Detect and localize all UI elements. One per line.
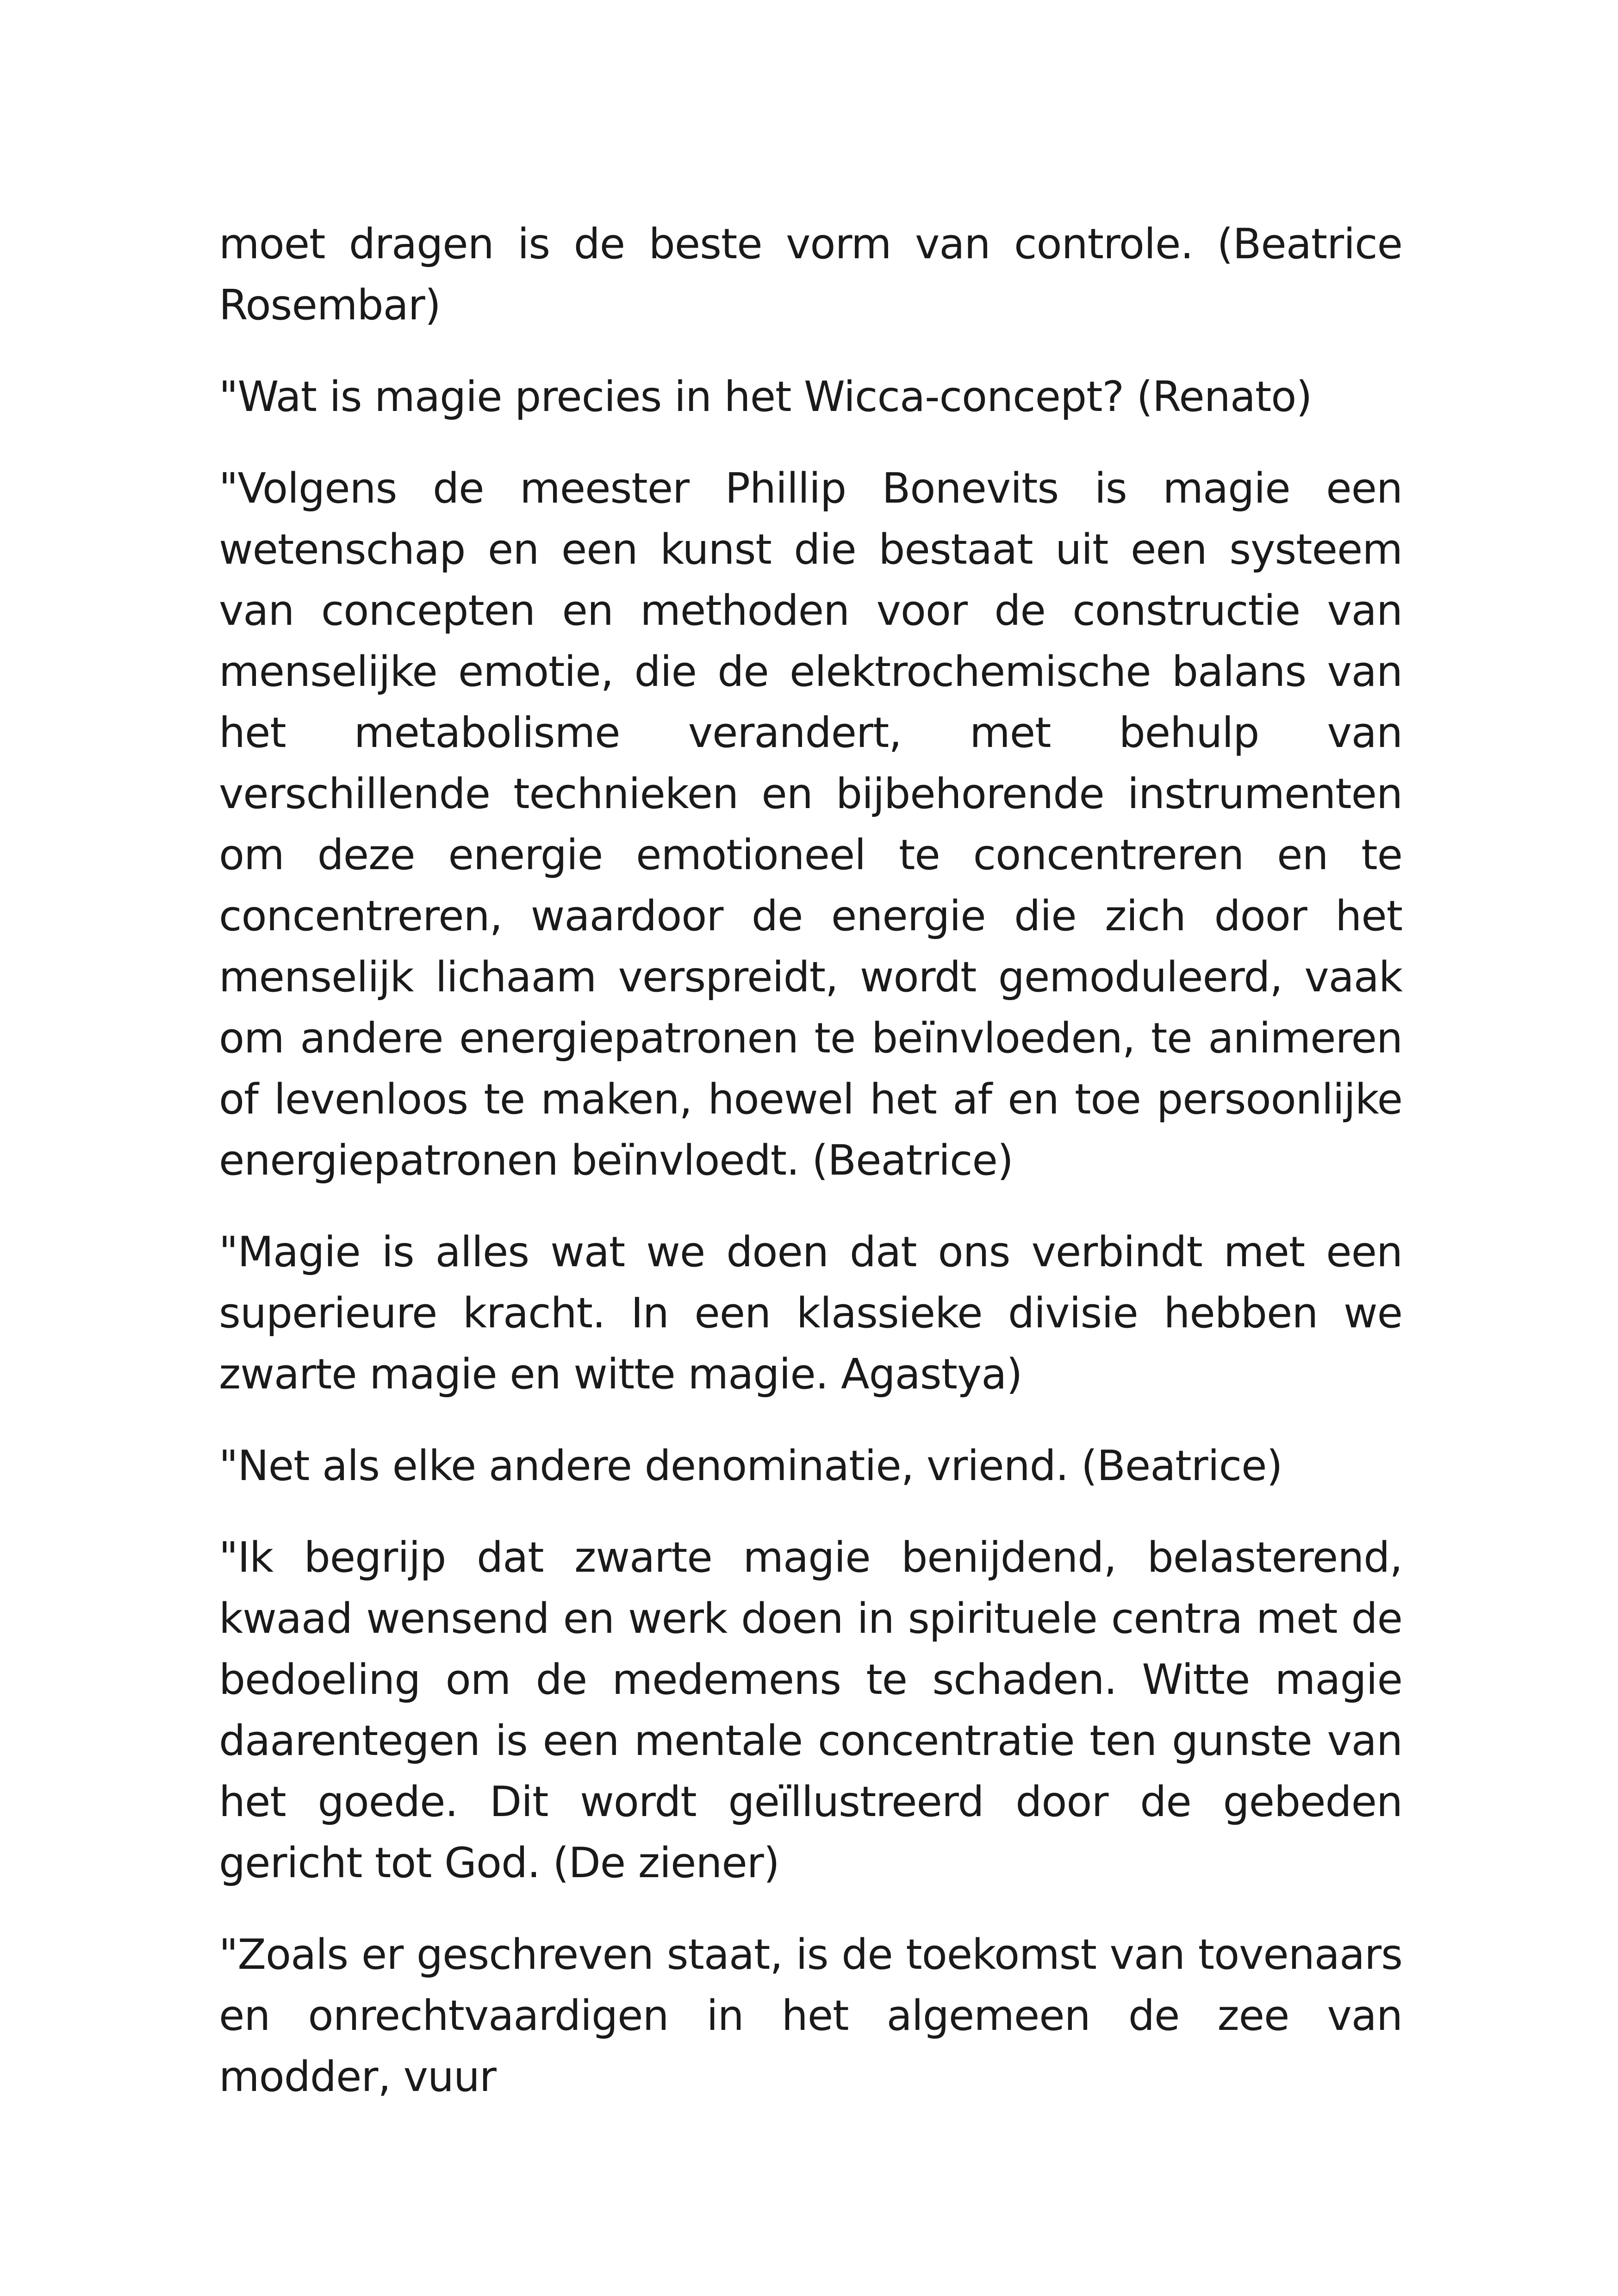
- paragraph: "Net als elke andere denominatie, vriend. (Beatrice): [219, 1442, 1282, 1490]
- paragraph: "Volgens de meester Phillip Bonevits is magie een wetenschap en een kunst die bestaat uit een systeem van concepten en methoden voor de constructie van menselijke emotie, die de elektrochemische balans van het metabolisme verandert, met behulp van verschillende technieken en bijbehorende instrumenten om deze energie emotioneel te concentreren en te concentreren, waardoor de energie die zich door het menselijk lichaam verspreidt, wordt gemoduleerd, vaak om andere energiepatronen te beïnvloeden, te animeren of levenloos te maken, hoewel het af en toe persoonlijke energiepatronen beïnvloedt. (Beatrice): [219, 464, 1402, 1185]
- body-text: [219, 214, 1402, 2138]
- paragraph: "Magie is alles wat we doen dat ons verbindt met een superieure kracht. In een klassieke divisie hebben we zwarte magie en witte magie. Agastya): [219, 1228, 1402, 1399]
- paragraph: "Ik begrijp dat zwarte magie benijdend, belasterend, kwaad wensend en werk doen in spirituele centra met de bedoeling om de medemens te schaden. Witte magie daarentegen is een mentale concentratie ten gunste van het goede. Dit wordt geïllustreerd door de gebeden gericht tot God. (De ziener): [219, 1533, 1402, 1887]
- paragraph: "Zoals er geschreven staat, is de toekomst van tovenaars en onrechtvaardigen in het algemeen de zee van modder, vuur: [219, 1930, 1402, 2101]
- paragraph: moet dragen is de beste vorm van controle. (Beatrice Rosembar): [219, 220, 1402, 330]
- paragraph: "Wat is magie precies in het Wicca-concept? (Renato): [219, 373, 1312, 421]
